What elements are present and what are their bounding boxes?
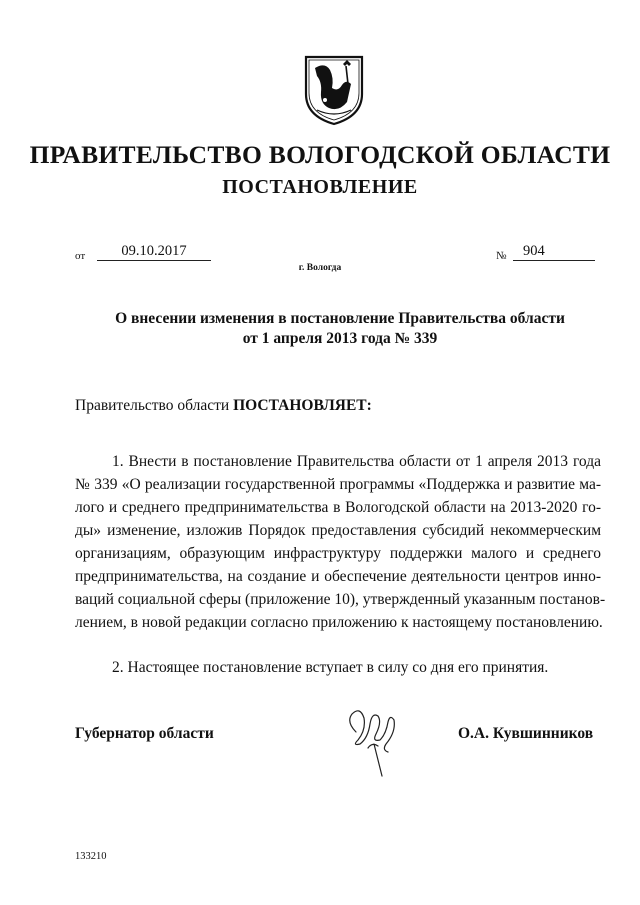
paragraph-1-line: предпринимательства, на создание и обеспечение деятельности центров инно- <box>75 568 601 585</box>
preamble-text: Правительство области <box>75 397 234 414</box>
organization-title: ПРАВИТЕЛЬСТВО ВОЛОГОДСКОЙ ОБЛАСТИ <box>29 140 611 169</box>
signatory-title: Губернатор области <box>75 725 214 742</box>
document-subject <box>90 309 590 349</box>
subject-line-1: О внесении изменения в постановление Правительства области <box>115 310 565 327</box>
document-date: 09.10.2017 <box>97 243 211 261</box>
preamble <box>75 397 372 415</box>
paragraph-1-line: лого и среднего предпринимательства в Вологодской области на 2013-2020 го- <box>75 499 601 516</box>
preamble-emphasis: ПОСТАНОВЛЯЕТ: <box>233 397 372 414</box>
registration-number: 133210 <box>75 851 107 862</box>
paragraph-1-line: 1. Внести в постановление Правительства области от 1 апреля 2013 года <box>112 453 601 470</box>
coat-of-arms-icon <box>303 54 365 126</box>
paragraph-1-line: ды» изменение, изложив Порядок предоставления субсидий некоммерческим <box>75 522 601 539</box>
signatory-name: О.А. Кувшинников <box>458 725 594 742</box>
paragraph-1-line: ваций социальной сферы (приложение 10), утвержденный указанным постанов- <box>75 591 606 608</box>
number-label: № <box>496 250 507 262</box>
city: г. Вологда <box>298 263 342 273</box>
document-type: ПОСТАНОВЛЕНИЕ <box>222 176 418 198</box>
document-number: 904 <box>513 243 595 261</box>
paragraph-1-line: лением, в новой редакции согласно приложению к настоящему постановлению. <box>75 614 603 631</box>
date-label: от <box>75 250 86 262</box>
handwritten-signature <box>338 702 410 782</box>
subject-line-2: от 1 апреля 2013 года № 339 <box>242 330 438 347</box>
paragraph-2: 2. Настоящее постановление вступает в силу со дня его принятия. <box>112 659 549 676</box>
paragraph-1 <box>75 450 606 634</box>
paragraph-1-line: № 339 «О реализации государственной программы «Поддержка и развитие ма- <box>75 476 601 493</box>
paragraph-1-line: организациям, образующим инфраструктуру поддержки малого и среднего <box>75 545 601 562</box>
